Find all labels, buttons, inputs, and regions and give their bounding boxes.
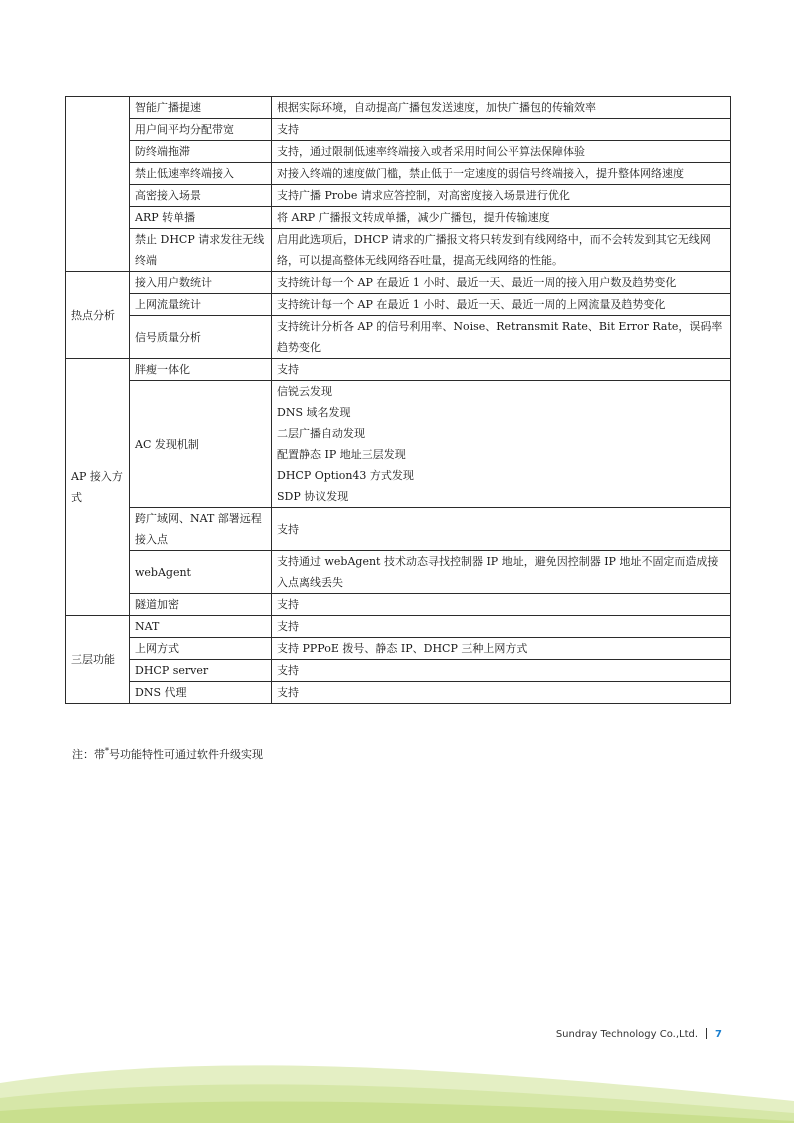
feature-cell: 胖瘦一体化 [130,359,272,381]
table-row [66,229,731,272]
description-cell [272,638,731,660]
feature-cell: webAgent [130,551,272,594]
description-cell [272,185,731,207]
page-number: 7 [715,1029,722,1040]
description-line: 支持统计每一个 AP 在最近 1 小时、最近一天、最近一周的接入用户数及趋势变化 [277,276,677,289]
description-line: 支持 PPPoE 拨号、静态 IP、DHCP 三种上网方式 [277,642,528,655]
description-cell [272,294,731,316]
feature-cell: 上网流量统计 [130,294,272,316]
table-row [66,141,731,163]
feature-cell: DNS 代理 [130,682,272,704]
description-line: 支持统计分析各 AP 的信号利用率、Noise、Retransmit Rate、Bit Error Rate，误码率趋势变化 [277,320,723,354]
table-row [66,551,731,594]
feature-cell: AC 发现机制 [130,381,272,508]
description-cell [272,508,731,551]
feature-cell: 接入用户数统计 [130,272,272,294]
description-cell [272,359,731,381]
description-line: 根据实际环境，自动提高广播包发送速度，加快广播包的传输效率 [277,101,596,114]
description-cell [272,551,731,594]
page-footer [556,1028,722,1040]
spec-table [65,96,731,704]
table-row [66,381,731,508]
description-line: 支持广播 Probe 请求应答控制，对高密度接入场景进行优化 [277,189,570,202]
description-line: 支持 [277,664,299,677]
feature-cell: 隧道加密 [130,594,272,616]
description-cell [272,616,731,638]
table-row [66,207,731,229]
description-cell [272,119,731,141]
footnote-mark: * [105,746,109,756]
table-row [66,185,731,207]
table-row [66,682,731,704]
description-line: SDP 协议发现 [277,490,349,503]
feature-cell: 跨广域网、NAT 部署远程接入点 [130,508,272,551]
description-cell [272,229,731,272]
decorative-wave-background [0,1043,794,1123]
description-cell [272,141,731,163]
footnote-suffix: 号功能特性可通过软件升级实现 [109,748,263,761]
feature-cell: 智能广播提速 [130,97,272,119]
feature-cell: DHCP server [130,660,272,682]
table-row [66,594,731,616]
table-row [66,272,731,294]
description-line: DNS 域名发现 [277,406,351,419]
table-row [66,616,731,638]
table-row [66,97,731,119]
table-row [66,119,731,141]
category-cell: 三层功能 [66,616,130,704]
table-row [66,163,731,185]
table-row [66,660,731,682]
description-cell [272,207,731,229]
feature-cell: 禁止低速率终端接入 [130,163,272,185]
table-row [66,294,731,316]
description-line: 二层广播自动发现 [277,427,365,440]
description-line: 支持 [277,620,299,633]
description-cell [272,272,731,294]
table-row [66,359,731,381]
description-cell [272,660,731,682]
description-line: 支持 [277,123,299,136]
description-line: 支持统计每一个 AP 在最近 1 小时、最近一天、最近一周的上网流量及趋势变化 [277,298,666,311]
description-cell [272,682,731,704]
category-cell [66,97,130,272]
description-cell [272,97,731,119]
description-cell [272,381,731,508]
description-line: 支持，通过限制低速率终端接入或者采用时间公平算法保障体验 [277,145,585,158]
footer-divider [706,1028,707,1039]
description-line: 启用此选项后，DHCP 请求的广播报文将只转发到有线网络中，而不会转发到其它无线网络，可以提高整体无线网络吞吐量，提高无线网络的性能。 [277,233,711,267]
description-cell [272,316,731,359]
description-line: 对接入终端的速度做门槛，禁止低于一定速度的弱信号终端接入，提升整体网络速度 [277,167,684,180]
description-line: 支持 [277,363,299,376]
description-line: 信锐云发现 [277,385,332,398]
description-line: 配置静态 IP 地址三层发现 [277,448,406,461]
footnote [72,746,263,762]
description-line: 将 ARP 广播报文转成单播，减少广播包，提升传输速度 [277,211,550,224]
description-line: 支持 [277,522,299,536]
category-cell: AP 接入方式 [66,359,130,616]
description-line: 支持 [277,686,299,699]
table-row [66,508,731,551]
feature-cell: 用户间平均分配带宽 [130,119,272,141]
footnote-prefix: 注：带 [72,748,105,761]
description-line: DHCP Option43 方式发现 [277,469,414,482]
feature-cell: 高密接入场景 [130,185,272,207]
feature-cell: 信号质量分析 [130,316,272,359]
description-cell [272,163,731,185]
feature-cell: 上网方式 [130,638,272,660]
spec-table-body [66,97,731,704]
table-row [66,316,731,359]
feature-cell: 禁止 DHCP 请求发往无线终端 [130,229,272,272]
company-name: Sundray Technology Co.,Ltd. [555,1029,699,1040]
description-line: 支持通过 webAgent 技术动态寻找控制器 IP 地址，避免因控制器 IP 地址不固定而造成接入点离线丢失 [277,555,719,589]
description-line: 支持 [277,598,299,611]
category-cell: 热点分析 [66,272,130,359]
feature-cell: 防终端拖滞 [130,141,272,163]
feature-cell: ARP 转单播 [130,207,272,229]
description-cell [272,594,731,616]
feature-cell: NAT [130,616,272,638]
table-row [66,638,731,660]
